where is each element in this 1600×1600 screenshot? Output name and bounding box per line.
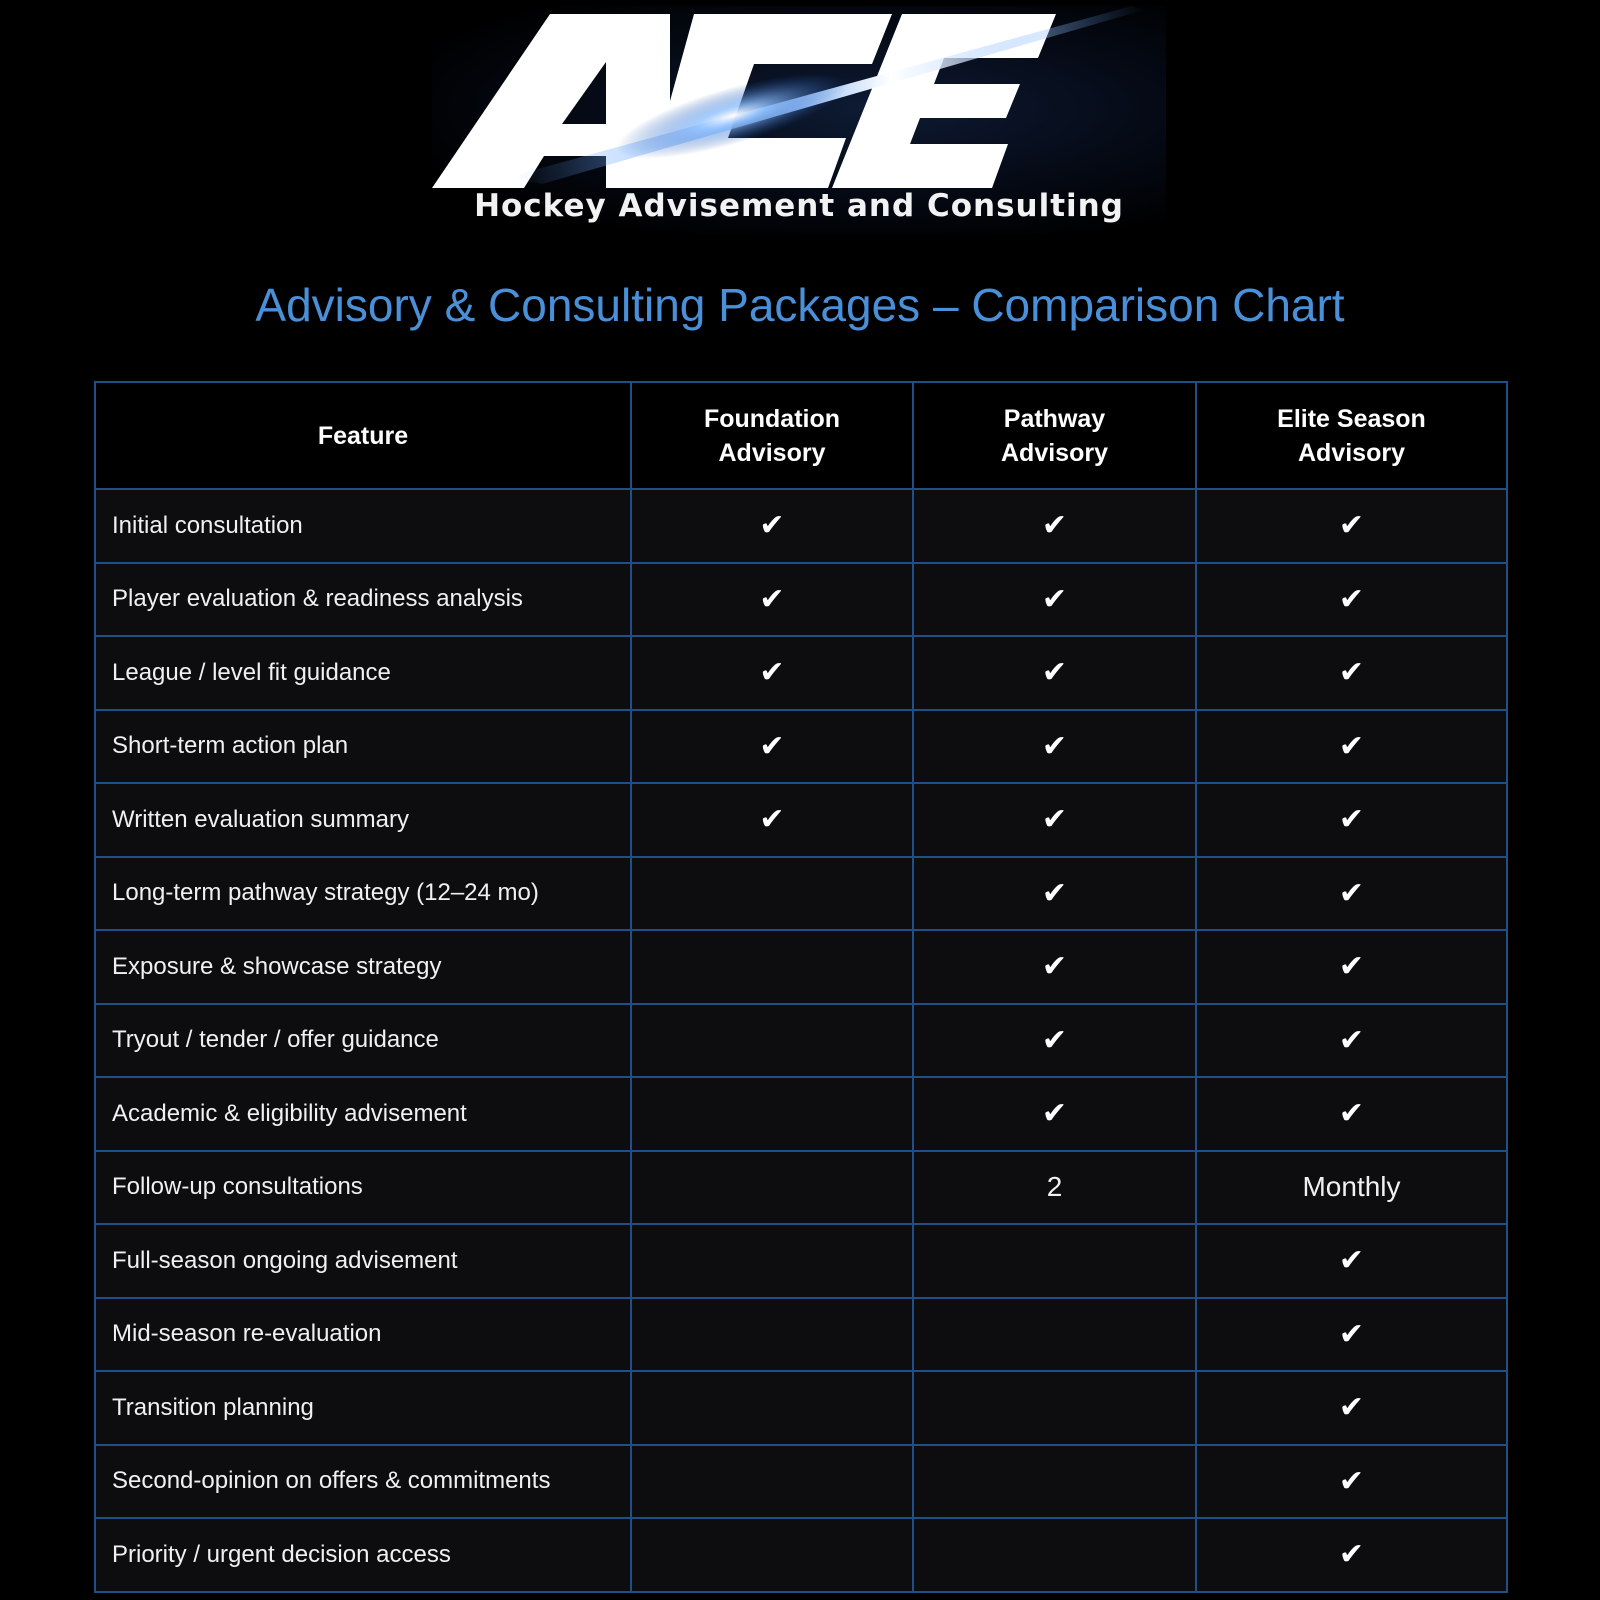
table-row [95,1518,1507,1592]
pathway-cell [913,1077,1196,1151]
table-row [95,1151,1507,1225]
checkmark-icon: ✔ [1041,949,1068,985]
foundation-cell [631,1151,913,1225]
table-row [95,1004,1507,1078]
checkmark-icon: ✔ [1338,581,1365,617]
elite-cell [1196,1224,1507,1298]
feature-cell: League / level fit guidance [95,636,631,710]
checkmark-icon: ✔ [1041,581,1068,617]
foundation-cell [631,710,913,784]
foundation-cell [631,489,913,563]
feature-cell: Academic & eligibility advisement [95,1077,631,1151]
table-row [95,710,1507,784]
feature-cell: Tryout / tender / offer guidance [95,1004,631,1078]
pathway-cell [913,636,1196,710]
pathway-cell [913,1298,1196,1372]
elite-cell [1196,710,1507,784]
checkmark-icon: ✔ [1041,728,1068,764]
elite-cell [1196,1151,1507,1225]
checkmark-icon: ✔ [1338,508,1365,544]
pathway-cell [913,1445,1196,1519]
pathway-cell [913,857,1196,931]
header-pathway-line2: Advisory [1001,438,1108,467]
checkmark-icon: ✔ [759,802,785,838]
checkmark-icon: ✔ [1041,875,1068,911]
pathway-cell [913,563,1196,637]
pathway-cell [913,783,1196,857]
feature-cell: Exposure & showcase strategy [95,930,631,1004]
header-foundation-line1: Foundation [703,404,841,433]
checkmark-icon: ✔ [1338,1243,1365,1279]
comparison-table [94,381,1508,1593]
pathway-cell [913,1004,1196,1078]
feature-cell: Second-opinion on offers & commitments [95,1445,631,1519]
pathway-cell [913,1224,1196,1298]
letter-a-shape [432,14,670,188]
table-row [95,1224,1507,1298]
checkmark-icon: ✔ [759,581,785,617]
header-elite-season-advisory [1196,382,1507,489]
checkmark-icon: ✔ [759,508,785,544]
comparison-table-container [94,381,1506,1593]
table-row [95,489,1507,563]
checkmark-icon: ✔ [1041,655,1068,691]
feature-cell: Priority / urgent decision access [95,1518,631,1592]
checkmark-icon: ✔ [1338,1463,1365,1499]
foundation-cell [631,1077,913,1151]
foundation-cell [631,1445,913,1519]
ace-logo [432,6,1166,234]
table-row [95,1298,1507,1372]
logo-subtitle: Hockey Advisement and Consulting [474,188,1124,224]
table-row [95,563,1507,637]
pathway-cell [913,930,1196,1004]
feature-cell: Initial consultation [95,489,631,563]
foundation-cell [631,857,913,931]
checkmark-icon: ✔ [1041,1096,1068,1132]
pathway-cell [913,710,1196,784]
feature-cell: Transition planning [95,1371,631,1445]
checkmark-icon: ✔ [1338,728,1365,764]
elite-cell [1196,857,1507,931]
header-feature [95,382,631,489]
checkmark-icon: ✔ [759,655,785,691]
header-foundation-advisory [631,382,913,489]
header-foundation-line2: Advisory [718,438,826,467]
foundation-cell [631,1224,913,1298]
checkmark-icon: ✔ [1338,949,1365,985]
header-pathway-line1: Pathway [1003,404,1106,433]
table-header-row [95,382,1507,489]
checkmark-icon: ✔ [1041,802,1068,838]
elite-cell [1196,783,1507,857]
pathway-cell [913,1371,1196,1445]
checkmark-icon: ✔ [1338,1096,1365,1132]
foundation-cell [631,1004,913,1078]
feature-cell: Short-term action plan [95,710,631,784]
checkmark-icon: ✔ [1041,508,1068,544]
foundation-cell [631,783,913,857]
elite-cell [1196,930,1507,1004]
feature-cell: Long-term pathway strategy (12–24 mo) [95,857,631,931]
elite-value: Monthly [1302,1171,1401,1203]
elite-cell [1196,1298,1507,1372]
table-row [95,636,1507,710]
page-title: Advisory & Consulting Packages – Comparison Chart [255,279,1345,331]
elite-cell [1196,489,1507,563]
table-row [95,930,1507,1004]
checkmark-icon: ✔ [759,728,785,764]
checkmark-icon: ✔ [1338,1537,1365,1573]
header-pathway-advisory [913,382,1196,489]
feature-cell: Follow-up consultations [95,1151,631,1225]
table-row [95,1445,1507,1519]
checkmark-icon: ✔ [1338,1022,1365,1058]
pathway-cell [913,489,1196,563]
pathway-cell [913,1518,1196,1592]
header-feature-label: Feature [317,421,409,450]
checkmark-icon: ✔ [1338,1316,1365,1352]
foundation-cell [631,563,913,637]
checkmark-icon: ✔ [1338,655,1365,691]
checkmark-icon: ✔ [1338,802,1365,838]
table-row [95,1371,1507,1445]
table-row [95,857,1507,931]
foundation-cell [631,1518,913,1592]
table-body [95,489,1507,1592]
elite-cell [1196,636,1507,710]
elite-cell [1196,1077,1507,1151]
feature-cell: Mid-season re-evaluation [95,1298,631,1372]
feature-cell: Full-season ongoing advisement [95,1224,631,1298]
checkmark-icon: ✔ [1338,1390,1365,1426]
pathway-value: 2 [1046,1171,1063,1203]
foundation-cell [631,1371,913,1445]
table-row [95,783,1507,857]
checkmark-icon: ✔ [1041,1022,1068,1058]
table-row [95,1077,1507,1151]
feature-cell: Player evaluation & readiness analysis [95,563,631,637]
foundation-cell [631,636,913,710]
feature-cell: Written evaluation summary [95,783,631,857]
header-elite-line1: Elite Season [1277,404,1426,433]
pathway-cell [913,1151,1196,1225]
elite-cell [1196,563,1507,637]
header-elite-line2: Advisory [1298,438,1405,467]
elite-cell [1196,1004,1507,1078]
elite-cell [1196,1445,1507,1519]
checkmark-icon: ✔ [1338,875,1365,911]
foundation-cell [631,930,913,1004]
foundation-cell [631,1298,913,1372]
elite-cell [1196,1371,1507,1445]
elite-cell [1196,1518,1507,1592]
